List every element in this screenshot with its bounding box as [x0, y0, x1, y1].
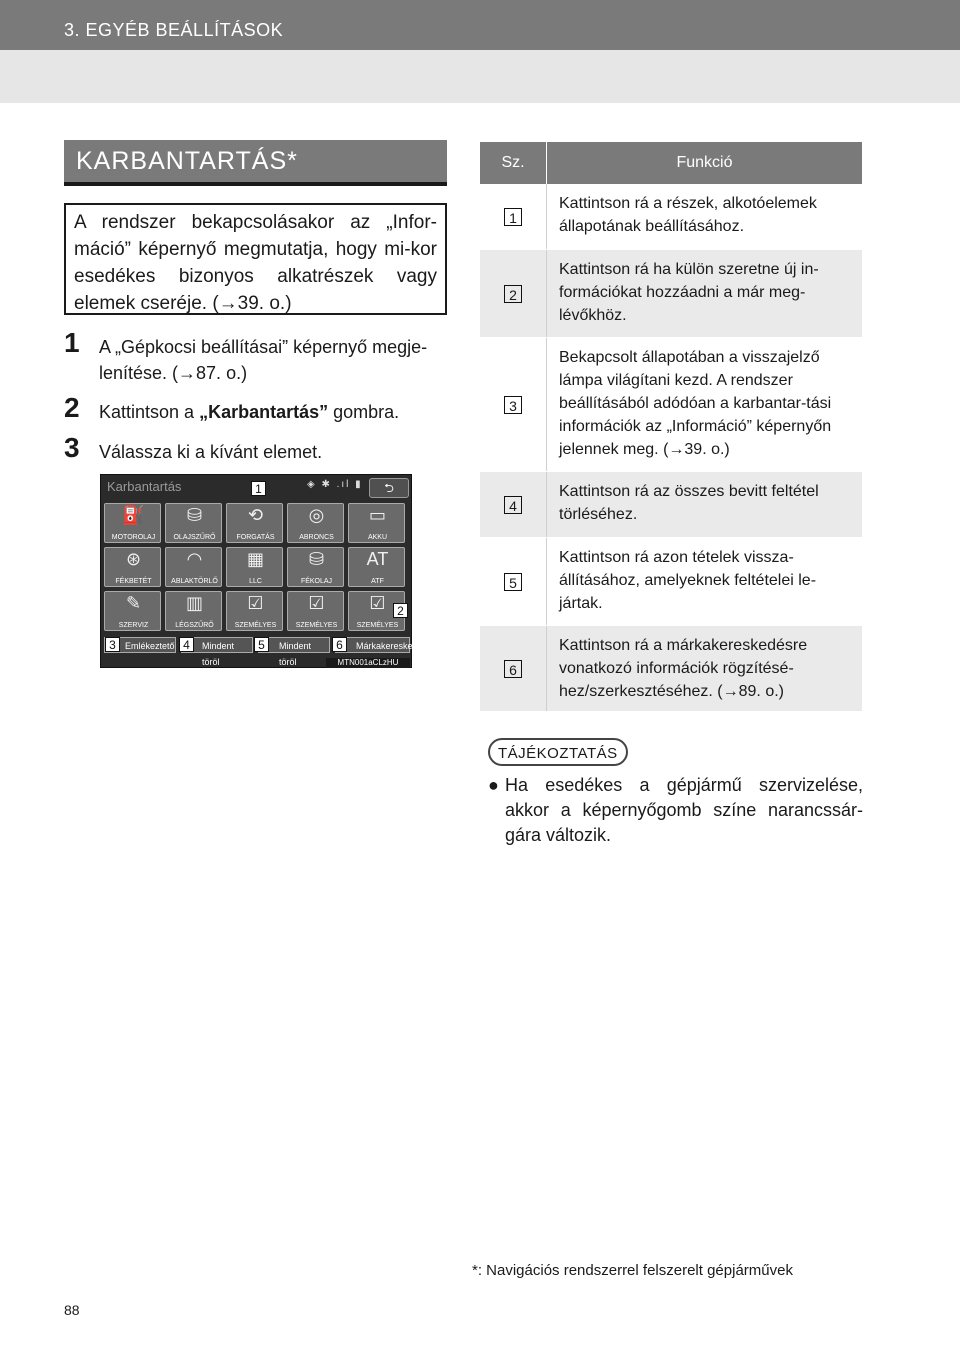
bullet-icon: ● [488, 775, 499, 795]
table-row [480, 472, 862, 538]
tile-icon: ⟲ [247, 505, 264, 525]
section-title-bar [64, 140, 447, 186]
table-row [480, 538, 862, 626]
tile-label: ABLAKTÖRLŐ [171, 578, 218, 585]
tile-label: MOTOROLAJ [111, 534, 156, 541]
tile-button[interactable] [287, 591, 344, 631]
tile-label: SZEMÉLYES [234, 622, 277, 629]
tile-icon: ⛁ [308, 549, 325, 569]
screen-title: Karbantartás [107, 479, 182, 494]
row-text: Kattintson rá a márkakereskedésre vonatkozó információk rögzítésé-hez/szerkesztéséhez. (→89. o.) [559, 637, 808, 700]
row-text: Kattintson rá ha külön szeretne új in-formációkat hozzáadni a már meg-lévőkhöz. [559, 261, 819, 324]
row-number: 2 [504, 285, 522, 303]
tile-button[interactable] [165, 591, 222, 631]
maintenance-screen-image [100, 474, 423, 668]
intro-box: A rendszer bekapcsolásakor az „Infor-máció” képernyő megmutatja, hogy mi-kor esedékes bizonyos alkatrészek vagy elemek cseréje. (→39. o.) [64, 203, 447, 315]
row-number: 5 [504, 573, 522, 591]
table-row [480, 626, 862, 712]
section-title: KARBANTARTÁS* [76, 147, 298, 175]
tile-button[interactable] [104, 591, 161, 631]
row-number: 1 [504, 208, 522, 226]
page-number: 88 [64, 1302, 80, 1318]
tile-button[interactable] [165, 547, 222, 587]
table-row [480, 338, 862, 472]
tile-icon: ▥ [185, 593, 203, 613]
tile-icon: ◠ [186, 549, 203, 569]
step-text-bold: „Karbantartás” [199, 402, 329, 422]
info-text: Ha esedékes a gépjármű szervizelése, akkor a képernyőgomb színe narancssár-gára változik. [505, 775, 863, 845]
callout-4: 4 [179, 637, 194, 652]
dealer-button[interactable]: Márkakereskedő [335, 637, 410, 653]
tile-label: ATF [371, 578, 384, 585]
back-icon[interactable]: ⮌ [369, 478, 409, 498]
step-text [99, 399, 454, 425]
tile-icon: ⛽ [122, 505, 145, 525]
table-row [480, 184, 862, 250]
step-text: A „Gépkocsi beállításai” képernyő megje-lenítése. (→87. o.) [99, 337, 428, 383]
tile-icon: ◎ [308, 505, 325, 525]
callout-2: 2 [393, 603, 408, 618]
tile-button[interactable] [348, 503, 405, 543]
row-text: Bekapcsolt állapotában a visszajelző lámpa világítani kezd. A rendszer beállításából adódóan a karbantar-tási információk az „Információ” képernyőn jelennek meg. (→39. o.) [559, 349, 832, 458]
row-text: Kattintson rá a részek, alkotóelemek állapotának beállításához. [559, 195, 817, 235]
tile-button[interactable] [165, 503, 222, 543]
col-function-header: Funkció [676, 154, 733, 171]
tile-button[interactable] [348, 547, 405, 587]
reset-all-button[interactable]: Mindent töröl [258, 637, 330, 653]
tile-button[interactable] [104, 547, 161, 587]
row-text: Kattintson rá azon tételek vissza-állításához, amelyeknek feltételei le-jártak. [559, 549, 817, 612]
tile-icon: ✎ [125, 593, 142, 613]
step-number: 3 [64, 432, 80, 463]
tile-label: ABRONCS [299, 534, 334, 541]
tile-icon: ☑ [247, 593, 264, 613]
callout-6: 6 [332, 637, 347, 652]
header-subband [0, 50, 960, 103]
tile-icon: ☑ [369, 593, 386, 613]
tile-button[interactable] [104, 503, 161, 543]
step-number: 2 [64, 392, 80, 423]
row-text: Kattintson rá az összes bevitt feltétel törléséhez. [559, 483, 819, 523]
row-number: 3 [504, 396, 522, 414]
tile-icon: AT [366, 549, 389, 569]
tile-icon: ⛁ [186, 505, 203, 525]
chapter-title: 3. EGYÉB BEÁLLÍTÁSOK [64, 20, 284, 40]
step-text-post: gombra. [328, 402, 400, 422]
step-number: 1 [64, 327, 80, 358]
image-code: MTN001aCLzHU [326, 658, 410, 668]
tile-label: FÉKOLAJ [300, 578, 333, 585]
tile-icon: ⊛ [125, 549, 142, 569]
tile-label: FÉKBETÉT [115, 578, 152, 585]
tile-label: SZERVIZ [118, 622, 149, 629]
tile-icon: ☑ [308, 593, 325, 613]
tile-button[interactable] [287, 547, 344, 587]
tile-button[interactable] [287, 503, 344, 543]
row-number: 4 [504, 496, 522, 514]
tile-button[interactable] [226, 591, 283, 631]
tile-icon: ▦ [246, 549, 264, 569]
tile-label: LLC [249, 578, 262, 585]
info-label: TÁJÉKOZTATÁS [488, 738, 628, 766]
callout-3: 3 [105, 637, 120, 652]
table-header [480, 142, 862, 184]
tile-button[interactable] [226, 503, 283, 543]
tile-label: LÉGSZŰRŐ [175, 622, 214, 629]
tile-label: SZEMÉLYES [356, 622, 399, 629]
tile-label: OLAJSZŰRŐ [173, 534, 216, 541]
tile-label: FORGATÁS [236, 534, 275, 541]
tile-label: SZEMÉLYES [295, 622, 338, 629]
col-number-header: Sz. [480, 142, 547, 184]
step-text-pre: Kattintson a [99, 402, 200, 422]
reminder-button[interactable]: Emlékeztető [104, 637, 176, 653]
table-row [480, 250, 862, 338]
delete-all-button[interactable]: Mindent töröl [181, 637, 253, 653]
step-text: Válassza ki a kívánt elemet. [99, 442, 323, 462]
footnote: *: Navigációs rendszerrel felszerelt gépjárművek [472, 1262, 793, 1279]
tile-button[interactable] [226, 547, 283, 587]
status-icons: ◈ ✱ .ıl ▮ [307, 479, 363, 490]
callout-5: 5 [254, 637, 269, 652]
row-number: 6 [504, 660, 522, 678]
tile-icon: ▭ [368, 505, 386, 525]
callout-1: 1 [251, 481, 266, 496]
tile-label: AKKU [367, 534, 388, 541]
